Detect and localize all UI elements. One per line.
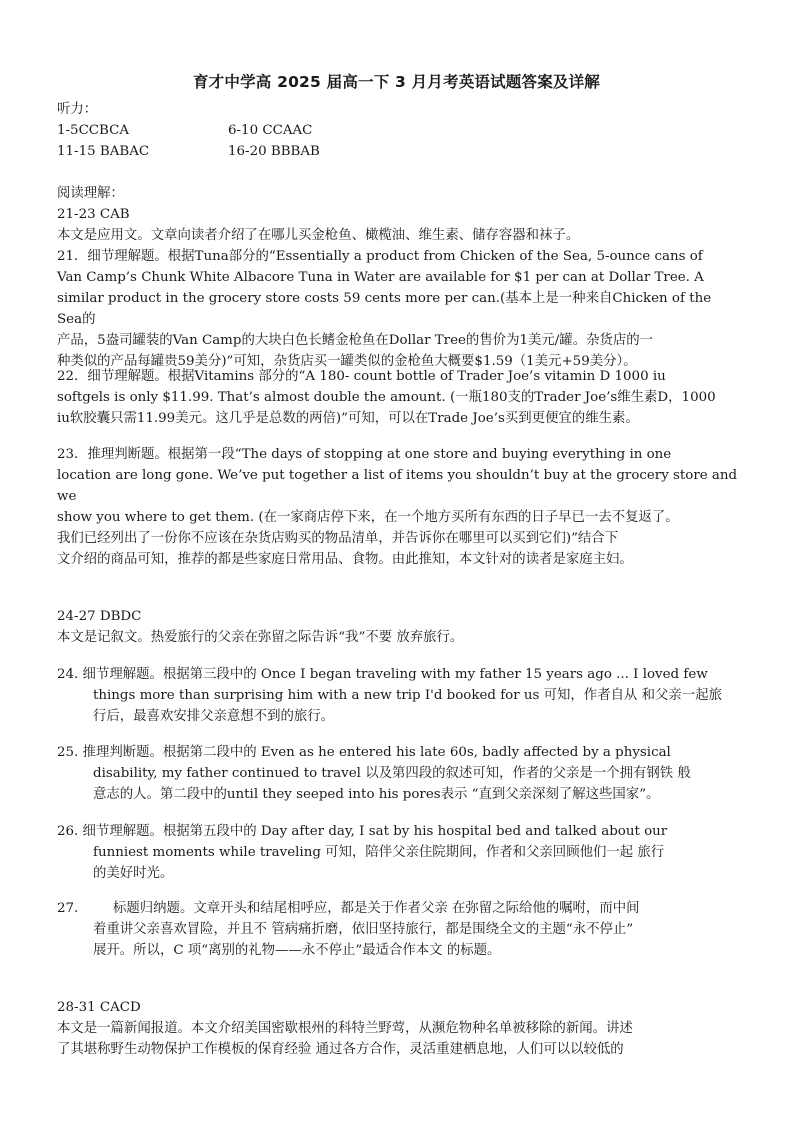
passage3-intro	[57, 1018, 739, 1060]
q21-line: 21．细节理解题。根据Tuna部分的“Essentially a product from Chicken of the Sea, 5-ounce cans of	[57, 249, 703, 264]
q24-line: things more than surprising him with a new trip I'd booked for us 可知，作者自从 和父亲一起旅	[93, 688, 722, 703]
q26-line: funniest moments while traveling 可知，陪伴父亲住院期间，作者和父亲回顾他们一起 旅行	[93, 845, 665, 860]
passage3-intro-line: 了其堪称野生动物保护工作模板的保育经验 通过各方合作，灵活重建栖息地，人们可以以较低的	[57, 1042, 624, 1057]
q21-line: similar product in the grocery store costs 59 cents more per can.(基本上是一种来自Chicken of the Sea的	[57, 291, 712, 327]
q27-line: 展开。所以，C 项“离别的礼物——永不停止”最适合作本文 的标题。	[93, 943, 501, 958]
q22-explanation	[57, 366, 739, 429]
q24-explanation	[57, 664, 739, 727]
q26-explanation	[57, 821, 739, 884]
q26-line: 26. 细节理解题。根据第五段中的 Day after day, I sat by his hospital bed and talked about our	[57, 824, 668, 839]
q23-line: 我们已经列出了一份你不应该在杂货店购买的物品清单，并告诉你在哪里可以买到它们)”结合下	[57, 531, 619, 546]
passage1-answers: 21-23 CAB	[57, 207, 130, 222]
passage2-answers: 24-27 DBDC	[57, 609, 142, 624]
q23-line: show you where to get them. (在一家商店停下来，在一个地方买所有东西的日子早已一去不复返了。	[57, 510, 679, 525]
q24-line: 行后，最喜欢安排父亲意想不到的旅行。	[93, 709, 335, 724]
q21-line: 种类似的产品每罐贵59美分)”可知，杂货店买一罐类似的金枪鱼大概要$1.59（1美元+59美分）。	[57, 354, 637, 369]
q22-line: softgels is only $11.99. That’s almost double the amount. (一瓶180支的Trader Joe’s维生素D，1000	[57, 390, 716, 405]
listening-answers-16-20: 16-20 BBBAB	[228, 144, 320, 159]
q25-explanation	[57, 742, 739, 805]
q27-line: 着重讲父亲喜欢冒险，并且不 管病痛折磨，依旧坚持旅行，都是围绕全文的主题“永不停止”	[93, 922, 634, 937]
q27-number: 27.	[57, 901, 79, 916]
q26-line: 的美好时光。	[93, 866, 174, 881]
q22-line: iu软胶囊只需11.99美元。这几乎是总数的两倍)”可知，可以在Trade Joe’s买到更便宜的维生素。	[57, 411, 639, 426]
q21-line: 产品，5盎司罐装的Van Camp的大块白色长鳍金枪鱼在Dollar Tree的售价为1美元/罐。杂货店的一	[57, 333, 654, 348]
q22-line: 22．细节理解题。根据Vitamins 部分的“A 180- count bottle of Trader Joe’s vitamin D 1000 iu	[57, 369, 666, 384]
q27-line: 标题归纳题。文章开头和结尾相呼应，都是关于作者父亲 在弥留之际给他的嘱咐，而中间	[113, 901, 640, 916]
passage1-intro: 本文是应用文。文章向读者介绍了在哪儿买金枪鱼、橄榄油、维生素、储存容器和袜子。	[57, 228, 580, 243]
listening-answers-1-5: 1-5CCBCA	[57, 123, 130, 138]
q23-line: location are long gone. We’ve put together a list of items you shouldn’t buy at the grocery store and we	[57, 468, 738, 504]
q25-line: 意志的人。第二段中的until they seeped into his pores表示 “直到父亲深刻了解这些国家”。	[93, 787, 660, 802]
q23-line: 文介绍的商品可知，推荐的都是些家庭日常用品、食物。由此推知，本文针对的读者是家庭主妇。	[57, 552, 633, 567]
q25-line: disability, my father continued to travel 以及第四段的叙述可知，作者的父亲是一个拥有钢铁 般	[93, 766, 691, 781]
listening-heading: 听力：	[57, 102, 98, 117]
q25-line: 25. 推理判断题。根据第二段中的 Even as he entered his late 60s, badly affected by a physical	[57, 745, 671, 760]
reading-heading: 阅读理解：	[57, 186, 124, 201]
passage3-intro-line: 本文是一篇新闻报道。本文介绍美国密歇根州的科特兰野莺，从濒危物种名单被移除的新闻。讲述	[57, 1021, 633, 1036]
passage3-answers: 28-31 CACD	[57, 1000, 141, 1015]
q21-line: Van Camp’s Chunk White Albacore Tuna in Water are available for $1 per can at Dollar Tree. A	[57, 270, 704, 285]
listening-answers-11-15: 11-15 BABAC	[57, 144, 150, 159]
listening-answers-6-10: 6-10 CCAAC	[228, 123, 313, 138]
passage2-intro: 本文是记叙文。热爱旅行的父亲在弥留之际告诉“我”不要 放弃旅行。	[57, 630, 464, 645]
q23-line: 23．推理判断题。根据第一段“The days of stopping at one store and buying everything in one	[57, 447, 672, 462]
q21-explanation	[57, 246, 739, 372]
q24-line: 24. 细节理解题。根据第三段中的 Once I began traveling with my father 15 years ago ... I loved few	[57, 667, 708, 682]
q27-explanation	[57, 898, 747, 961]
q23-explanation	[57, 444, 739, 570]
page-title: 育才中学高 2025 届高一下 3 月月考英语试题答案及详解	[192, 73, 600, 91]
